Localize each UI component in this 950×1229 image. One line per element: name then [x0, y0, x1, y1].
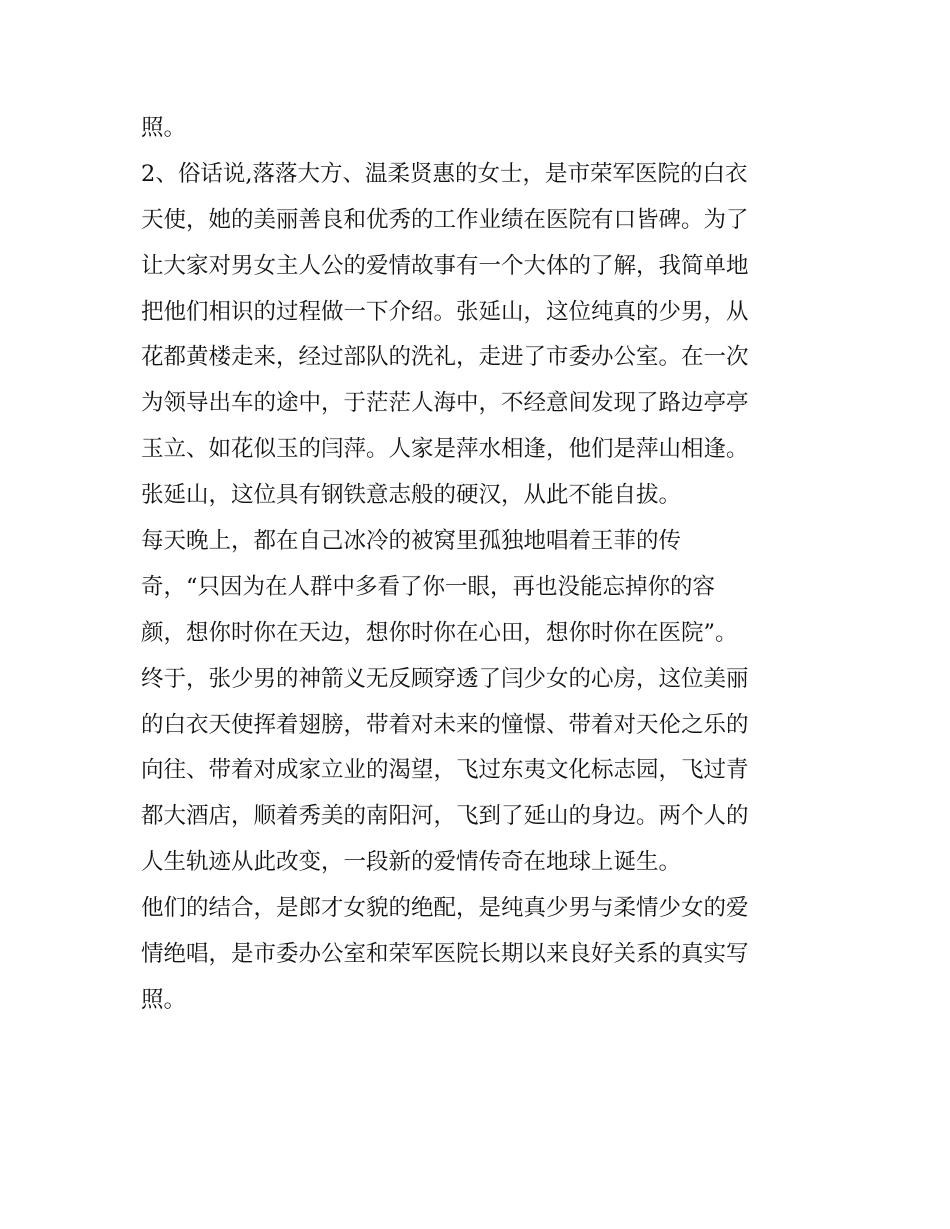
text-line: 颜，想你时你在天边，想你时你在心田，想你时你在医院”。 [141, 619, 738, 646]
text-line: 他们的结合，是郎才女貌的绝配，是纯真少男与柔情少女的爱 [141, 895, 749, 922]
text-line: 终于，张少男的神箭义无反顾穿透了闫少女的心房，这位美丽 [141, 665, 749, 692]
text-line: 的白衣天使挥着翅膀，带着对未来的憧憬、带着对天伦之乐的 [141, 711, 749, 738]
text-line: 都大酒店，顺着秀美的南阳河，飞到了延山的身边。两个人的 [141, 803, 749, 830]
text-line: 让大家对男女主人公的爱情故事有一个大体的了解，我简单地 [141, 252, 749, 279]
text-line: 为领导出车的途中，于茫茫人海中，不经意间发现了路边亭亭 [141, 390, 749, 417]
text-line: 照。 [141, 986, 187, 1013]
text-line: 花都黄楼走来，经过部队的洗礼，走进了市委办公室。在一次 [141, 344, 749, 371]
document-body [141, 106, 821, 1024]
text-line: 天使，她的美丽善良和优秀的工作业绩在医院有口皆碑。为了 [141, 206, 749, 233]
text-line: 奇，“只因为在人群中多看了你一眼，再也没能忘掉你的容 [141, 573, 716, 600]
text-line: 每天晚上，都在自己冰冷的被窝里孤独地唱着王菲的传 [141, 528, 682, 555]
text-line: 玉立、如花似玉的闫萍。人家是萍水相逢，他们是萍山相逢。 [141, 436, 749, 463]
text-line: 2、俗话说,落落大方、温柔贤惠的女士，是市荣军医院的白衣 [141, 160, 748, 187]
text-line: 张延山，这位具有钢铁意志般的硬汉，从此不能自拔。 [141, 482, 682, 509]
text-line: 向往、带着对成家立业的渴望，飞过东夷文化标志园，飞过青 [141, 757, 749, 784]
text-line: 情绝唱，是市委办公室和荣军医院长期以来良好关系的真实写 [141, 941, 749, 968]
text-line: 把他们相识的过程做一下介绍。张延山，这位纯真的少男，从 [141, 298, 749, 325]
text-line: 照。 [141, 115, 187, 141]
text-line: 人生轨迹从此改变，一段新的爱情传奇在地球上诞生。 [141, 849, 682, 876]
